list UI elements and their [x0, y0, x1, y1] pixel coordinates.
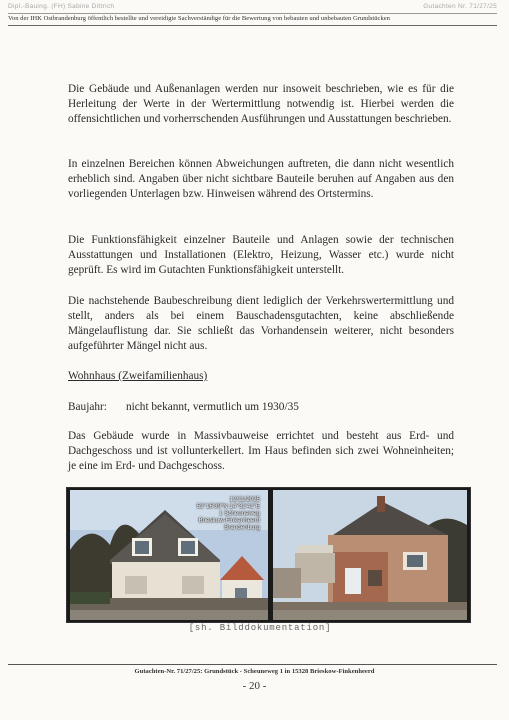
paragraph-functionality: Die Funktionsfähigkeit einzelner Bauteile und Anlagen sowie der technischen Ausstattungen und Installationen (Elektro, Heizung, Wasser etc.) wurde nicht geprüft. Es wird im Gutachten Funktionsfähigkeit unterstellt.	[68, 234, 454, 276]
house-rear-photo	[273, 490, 467, 620]
letterhead-author: Dipl.-Bauing. (FH) Sabine Dittrich	[8, 3, 115, 10]
header-divider-bottom	[8, 25, 497, 26]
photo-strip	[66, 487, 471, 623]
photo-geo-stamp: 12/11/2025 52°16'39"N 14°31'41"E 1 Scheuneweg Brieskow-Finkenheerd Brandenburg	[196, 496, 260, 531]
house-front-photo	[70, 490, 268, 620]
baujahr-label: Baujahr:	[68, 401, 107, 413]
baujahr-row	[68, 401, 299, 413]
letterhead	[8, 3, 497, 10]
paragraph-disclaimer: Die nachstehende Baubeschreibung dient lediglich der Verkehrswertermittlung und stellt, anders als bei einem Bauschadensgutachten, keine abschließende Mängelauflistung dar. Sie schließt das Vorhandensein weiterer, nicht besonders aufgeführter Mängel nicht aus.	[68, 295, 454, 352]
paragraph-scope: Die Gebäude und Außenanlagen werden nur insoweit beschrieben, wie es für die Herleitung der Werte in der Wertermittlung notwendig ist. Hierbei werden die offensichtlichen und vorherrschenden Ausführungen und Ausstattungen beschrieben.	[68, 83, 454, 125]
page-number: - 20 -	[242, 680, 267, 692]
header-divider	[8, 13, 497, 14]
photo-caption: [sh. Bilddokumentation]	[188, 623, 332, 633]
baujahr-value: nicht bekannt, vermutlich um 1930/35	[126, 401, 299, 413]
letterhead-right: Gutachten Nr. 71/27/25	[423, 3, 497, 10]
footer-text: Gutachten-Nr. 71/27/25: Grundstück - Scheuneweg 1 in 15328 Brieskow-Finkenheerd	[134, 668, 375, 675]
paragraph-deviations: In einzelnen Bereichen können Abweichungen auftreten, die dann nicht wesentlich erheblich sind. Angaben über nicht sichtbare Bauteile beruhen auf Angaben aus den vorliegenden Unterlagen bzw. Hinweisen während des Ortstermins.	[68, 158, 454, 200]
paragraph-building: Das Gebäude wurde in Massivbauweise errichtet und besteht aus Erd- und Dachgeschoss und ist vollunterkellert. Im Haus befinden sich zwei Wohneinheiten; je eine im Erd- und Dachgeschoss.	[68, 430, 454, 472]
section-heading: Wohnhaus (Zweifamilienhaus)	[68, 370, 208, 382]
footer-divider	[8, 664, 497, 665]
header-subtitle: Von der IHK Ostbrandenburg öffentlich bestellte und vereidigte Sachverständige für die Bewertung von bebauten und unbebauten Grundstücken	[8, 15, 390, 22]
